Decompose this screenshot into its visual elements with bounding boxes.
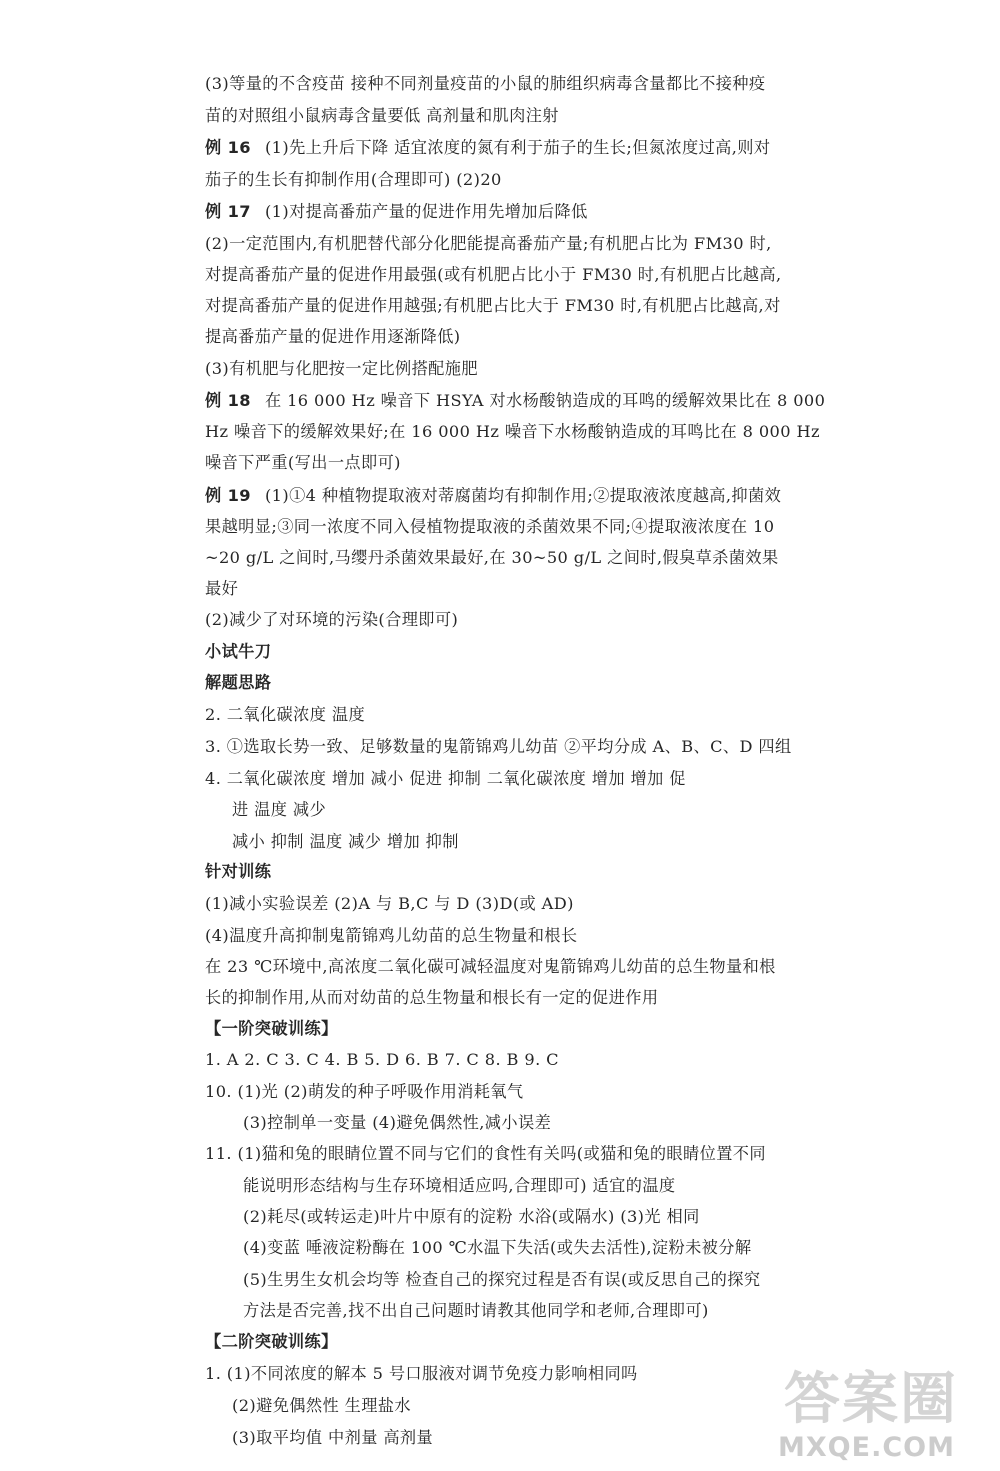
text-line: 提高番茄产量的促进作用逐渐降低) (205, 327, 461, 346)
text-line: 噪音下严重(写出一点即可) (205, 453, 401, 472)
example-label: 例 16 (205, 138, 251, 157)
text-line: 对提高番茄产量的促进作用越强;有机肥占比大于 FM30 时,有机肥占比越高,对 (205, 296, 781, 315)
section-heading: 【二阶突破训练】 (205, 1332, 338, 1351)
watermark-main: 答案圈 (784, 1367, 958, 1432)
text-line: ~20 g/L 之间时,马缨丹杀菌效果最好,在 30~50 g/L 之间时,假臭草杀菌效果 (205, 548, 779, 567)
text-line: 4. 二氧化碳浓度 增加 减小 促进 抑制 二氧化碳浓度 增加 增加 促 (205, 769, 686, 788)
text-line: 苗的对照组小鼠病毒含量要低 高剂量和肌肉注射 (205, 106, 559, 125)
text-line: 1. A 2. C 3. C 4. B 5. D 6. B 7. C 8. B 9. C (205, 1050, 559, 1069)
section-heading: 解题思路 (205, 673, 272, 692)
text-line: (3)控制单一变量 (4)避免偶然性,减小误差 (243, 1113, 552, 1132)
text-line: 10. (1)光 (2)萌发的种子呼吸作用消耗氧气 (205, 1082, 524, 1101)
text-line: (2)避免偶然性 生理盐水 (232, 1396, 411, 1415)
watermark-logo (776, 1353, 986, 1463)
text-line: (3)取平均值 中剂量 高剂量 (232, 1428, 434, 1447)
text-line: Hz 噪音下的缓解效果好;在 16 000 Hz 噪音下水杨酸钠造成的耳鸣比在 8 000 Hz (205, 422, 820, 441)
text-line: 能说明形态结构与生存环境相适应吗,合理即可) 适宜的温度 (243, 1176, 676, 1195)
text-line: 最好 (205, 579, 239, 598)
watermark-site: MXQE.COM (778, 1432, 955, 1463)
section-heading: 【一阶突破训练】 (205, 1019, 338, 1038)
text-line (205, 486, 781, 506)
text-line: (1)减小实验误差 (2)A 与 B,C 与 D (3)D(或 AD) (205, 894, 574, 913)
line-text: (1)对提高番茄产量的促进作用先增加后降低 (264, 202, 588, 221)
text-line: 对提高番茄产量的促进作用最强(或有机肥占比小于 FM30 时,有机肥占比越高, (205, 265, 782, 284)
text-line: 减小 抑制 温度 减少 增加 抑制 (232, 832, 459, 851)
text-line: (4)温度升高抑制鬼箭锦鸡儿幼苗的总生物量和根长 (205, 926, 578, 945)
section-heading: 小试牛刀 (205, 642, 272, 661)
section-heading: 针对训练 (205, 862, 272, 881)
line-text: (1)①4 种植物提取液对蒂腐菌均有抑制作用;②提取液浓度越高,抑菌效 (264, 486, 782, 505)
text-line: 11. (1)猫和兔的眼睛位置不同与它们的食性有关吗(或猫和兔的眼睛位置不同 (205, 1144, 766, 1163)
text-line: 1. (1)不同浓度的解本 5 号口服液对调节免疫力影响相同吗 (205, 1364, 638, 1383)
text-line (205, 391, 825, 411)
example-label: 例 17 (205, 202, 251, 221)
text-line: (2)减少了对环境的污染(合理即可) (205, 610, 459, 629)
text-line (205, 138, 770, 158)
line-text: (1)先上升后下降 适宜浓度的氮有利于茄子的生长;但氮浓度过高,则对 (264, 138, 771, 157)
text-line: 2. 二氧化碳浓度 温度 (205, 705, 366, 724)
text-line: 在 23 ℃环境中,高浓度二氧化碳可减轻温度对鬼箭锦鸡儿幼苗的总生物量和根 (205, 957, 776, 976)
text-line: (3)有机肥与化肥按一定比例搭配施肥 (205, 359, 478, 378)
text-line: 方法是否完善,找不出自己问题时请教其他同学和老师,合理即可) (243, 1301, 709, 1320)
text-line: (2)一定范围内,有机肥替代部分化肥能提高番茄产量;有机肥占比为 FM30 时, (205, 234, 772, 253)
text-line: (5)生男生女机会均等 检查自己的探究过程是否有误(或反思自己的探究 (243, 1270, 761, 1289)
text-line: 3. ①选取长势一致、足够数量的鬼箭锦鸡儿幼苗 ②平均分成 A、B、C、D 四组 (205, 737, 792, 756)
text-line: 果越明显;③同一浓度不同入侵植物提取液的杀菌效果不同;④提取液浓度在 10 (205, 517, 775, 536)
example-label: 例 18 (205, 391, 251, 410)
text-line (205, 202, 588, 222)
text-line: (2)耗尽(或转运走)叶片中原有的淀粉 水浴(或隔水) (3)光 相同 (243, 1207, 700, 1226)
text-line: 长的抑制作用,从而对幼苗的总生物量和根长有一定的促进作用 (205, 988, 659, 1007)
text-line: (4)变蓝 唾液淀粉酶在 100 ℃水温下失活(或失去活性),淀粉未被分解 (243, 1238, 752, 1257)
text-line: (3)等量的不含疫苗 接种不同剂量疫苗的小鼠的肺组织病毒含量都比不接种疫 (205, 74, 766, 93)
text-line: 进 温度 减少 (232, 800, 327, 819)
text-line: 茄子的生长有抑制作用(合理即可) (2)20 (205, 170, 502, 189)
line-text: 在 16 000 Hz 噪音下 HSYA 对水杨酸钠造成的耳鸣的缓解效果比在 8 000 (264, 391, 826, 410)
example-label: 例 19 (205, 486, 251, 505)
